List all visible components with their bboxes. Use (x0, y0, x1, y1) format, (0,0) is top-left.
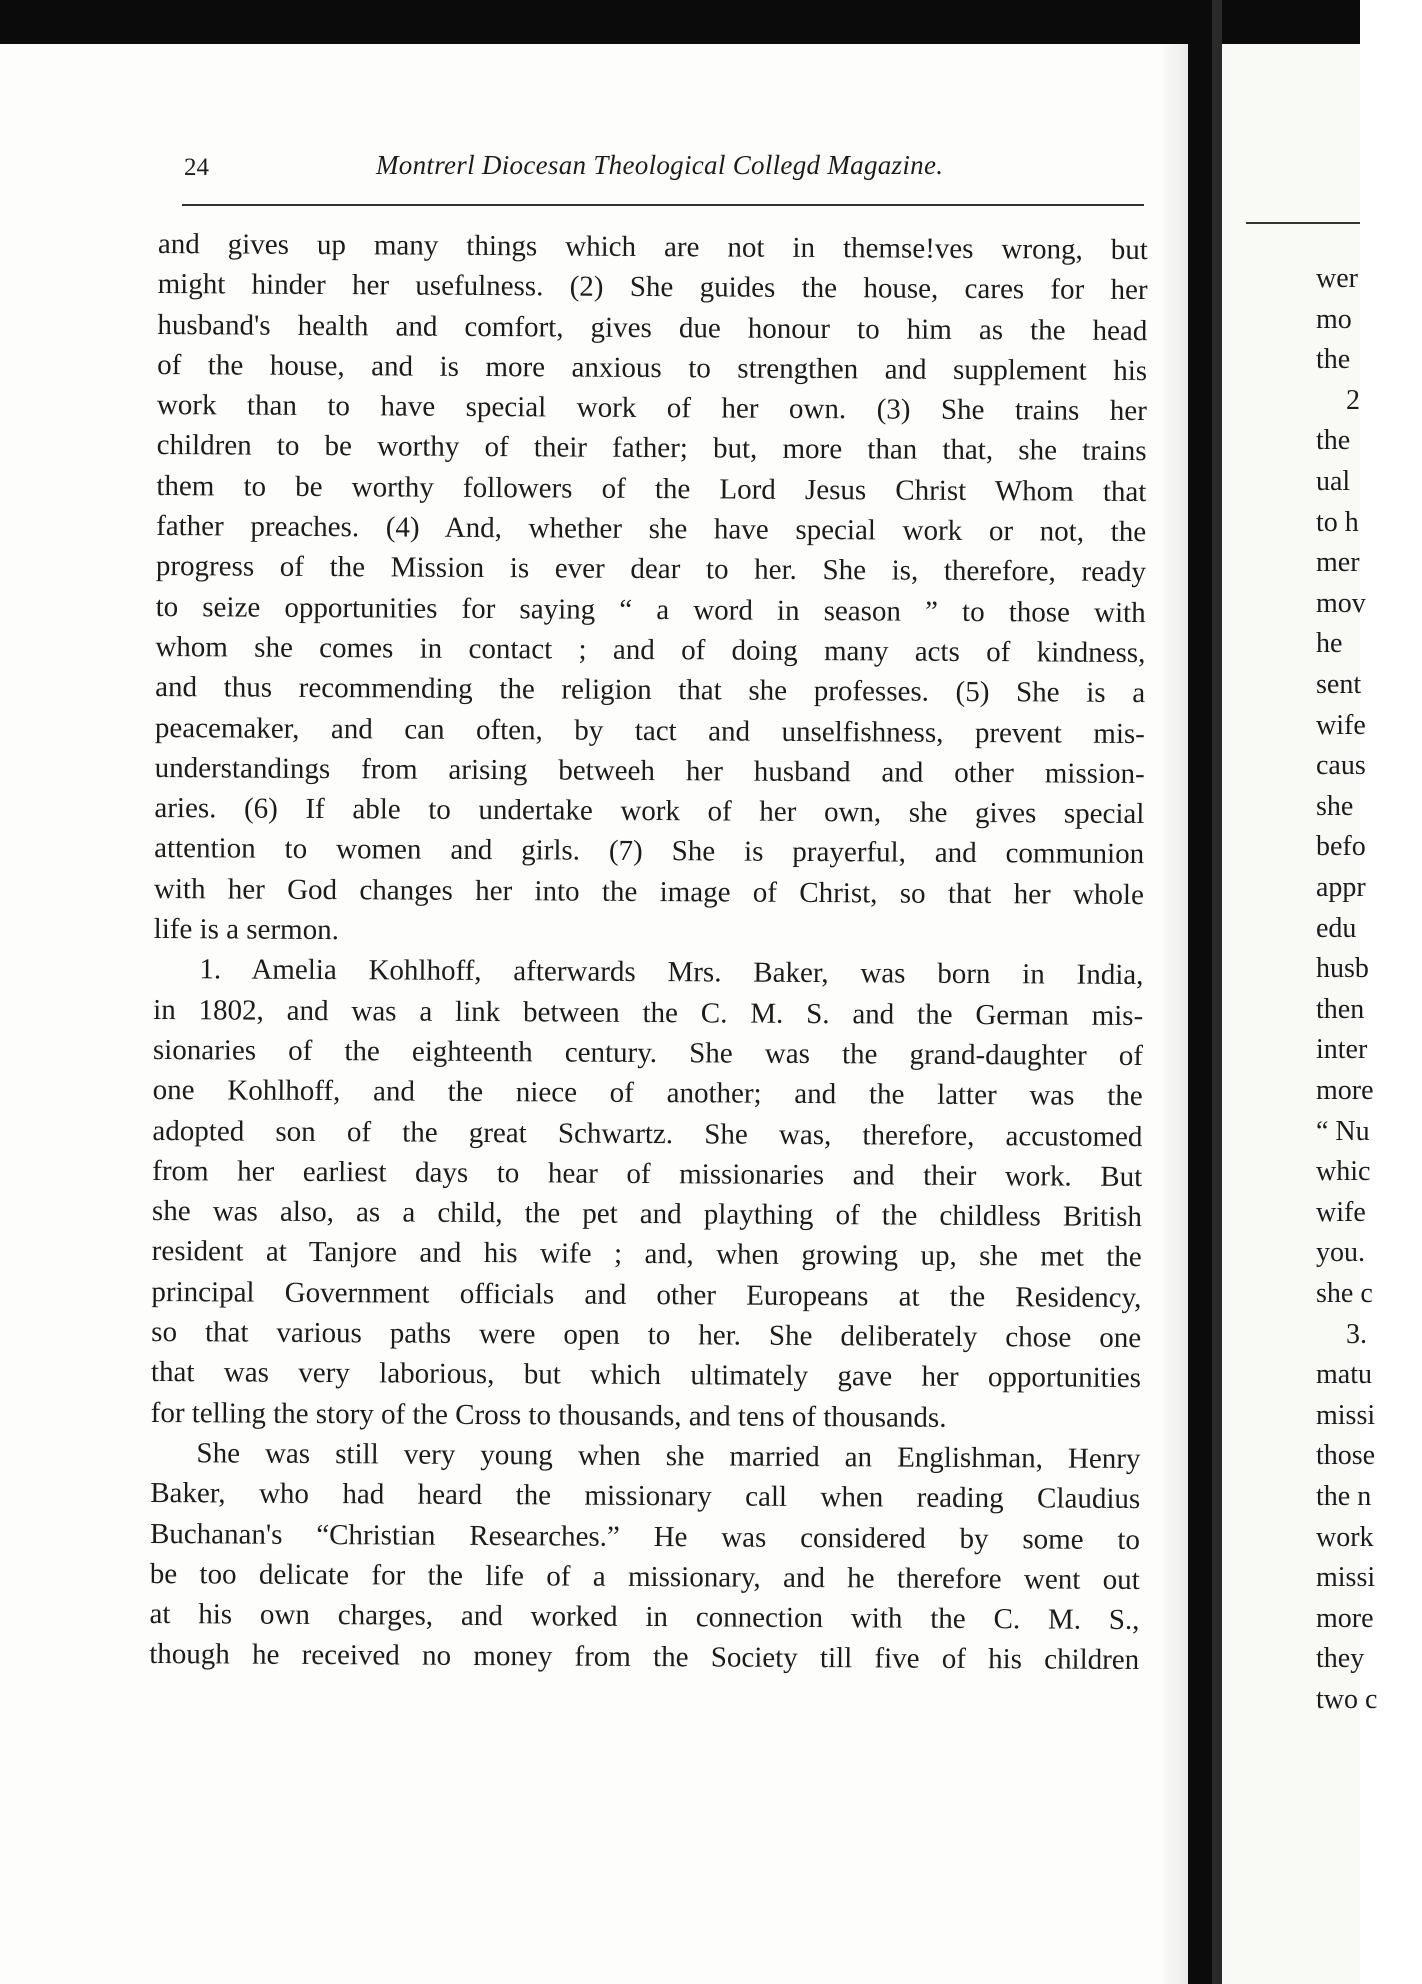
text-line: one Kohlhoff, and the niece of another; and the latter was the (152, 1074, 1143, 1113)
facing-page-line: mov (1316, 587, 1366, 619)
facing-page-line: 3. (1346, 1318, 1367, 1350)
text-line: father preaches. (4) And, whether she have special work or not, the (156, 510, 1147, 549)
text-line: she was also, as a child, the pet and plaything of the childless British (151, 1195, 1143, 1234)
body-text (149, 224, 1148, 1681)
facing-page-line: the (1316, 344, 1351, 376)
facing-page-line: appr (1316, 872, 1366, 903)
facing-page-line: to h (1316, 506, 1359, 538)
facing-page-line: missi (1316, 1399, 1376, 1431)
page-gutter-shadow (1160, 44, 1188, 1984)
facing-page-line: mo (1316, 303, 1352, 335)
facing-page-line: missi (1316, 1562, 1376, 1594)
text-line: resident at Tanjore and his wife ; and, when growing up, she met the (151, 1235, 1142, 1274)
facing-page-line: edu (1316, 912, 1357, 944)
facing-page-line: more (1316, 1075, 1374, 1106)
scan-gutter-dark (1188, 0, 1212, 1984)
text-line: aries. (6) If able to undertake work of her own, she gives special (154, 792, 1145, 831)
page-header (180, 150, 1140, 190)
facing-page-line: work (1316, 1521, 1374, 1553)
page-number: 24 (184, 154, 209, 181)
text-line: to seize opportunities for saying “ a word in season ” to those with (155, 590, 1146, 629)
facing-page-line: the (1316, 425, 1351, 457)
text-line: understandings from arising betweeh her husband and other mission- (154, 751, 1145, 790)
facing-page-line: husb (1316, 953, 1369, 985)
text-line: and thus recommending the religion that she professes. (5) She is a (155, 671, 1146, 710)
text-line: and gives up many things which are not in themse!ves wrong, but (157, 227, 1148, 267)
text-line: sionaries of the eighteenth century. She was the grand-daughter of (152, 1033, 1144, 1072)
facing-page-line: wer (1316, 263, 1358, 294)
facing-page-line: mer (1316, 547, 1360, 579)
facing-page-line: she c (1316, 1278, 1373, 1309)
facing-page-line: inter (1316, 1034, 1368, 1066)
facing-header-rule (1246, 222, 1360, 224)
text-line: from her earliest days to hear of missionaries and their work. But (152, 1154, 1143, 1193)
text-line: husband's health and comfort, gives due honour to him as the head (157, 308, 1148, 347)
text-line: with her God changes her into the image of Christ, so that her whole (153, 872, 1145, 911)
facing-page-line: 2 (1346, 384, 1360, 416)
text-line: work than to have special work of her own. (3) She trains her (156, 389, 1147, 428)
text-line: might hinder her usefulness. (2) She guides the house, cares for her (157, 268, 1148, 307)
text-line: them to be worthy followers of the Lord Jesus Christ Whom that (156, 469, 1147, 508)
text-line: in 1802, and was a link between the C. M. S. and the German mis- (153, 993, 1144, 1032)
facing-page-fragment (1222, 44, 1378, 1984)
text-line: Buchanan's “Christian Researches.” He was considered by some to (149, 1517, 1141, 1556)
facing-page-line: he (1316, 628, 1343, 660)
text-line: adopted son of the great Schwartz. She was, therefore, accustomed (152, 1114, 1143, 1153)
facing-page-line: those (1316, 1440, 1376, 1472)
scan-border-top (0, 0, 1360, 44)
facing-page-line: then (1316, 993, 1365, 1025)
text-line: at his own charges, and worked in connection with the C. M. S., (149, 1598, 1140, 1637)
paragraph-end-line: for telling the story of the Cross to thousands, and tens of thousands. (150, 1396, 947, 1434)
text-line: attention to women and girls. (7) She is prayerful, and communion (154, 832, 1145, 871)
text-line: of the house, and is more anxious to strengthen and supplement his (157, 348, 1148, 387)
facing-page-line: two c (1316, 1684, 1378, 1715)
paragraph-end-line: life is a sermon. (153, 913, 340, 947)
facing-page-line: you. (1316, 1237, 1365, 1269)
text-line: children to be worthy of their father; but, more than that, she trains (156, 429, 1147, 468)
text-line: progress of the Mission is ever dear to her. She is, therefore, ready (155, 550, 1146, 589)
scan-gutter-edge (1212, 0, 1222, 1984)
facing-page-line: she (1316, 790, 1354, 822)
facing-page-line: ual (1316, 466, 1351, 497)
facing-page-line: matu (1316, 1359, 1372, 1391)
facing-page-line: the n (1316, 1481, 1372, 1512)
facing-page-line: they (1316, 1643, 1365, 1675)
facing-page-line: wife (1316, 1196, 1366, 1228)
text-line: principal Government officials and other Europeans at the Residency, (151, 1275, 1142, 1314)
paragraph-start-line: She was still very young when she married an Englishman, Henry (196, 1437, 1141, 1475)
running-title: Montrerl Diocesan Theological Collegd Magazine. (376, 150, 944, 180)
text-line: be too delicate for the life of a missionary, and he therefore went out (149, 1557, 1140, 1596)
text-line: peacemaker, and can often, by tact and unselfishness, prevent mis- (154, 711, 1146, 750)
text-line: Baker, who had heard the missionary call when reading Claudius (150, 1477, 1141, 1516)
facing-page-line: sent (1316, 669, 1362, 700)
facing-page-line: “ Nu (1316, 1115, 1370, 1147)
text-line: though he received no money from the Society till five of his children (149, 1638, 1140, 1677)
text-line: that was very laborious, but which ultimately gave her opportunities (150, 1356, 1142, 1395)
facing-page-line: caus (1316, 750, 1366, 782)
paragraph-start-line: 1. Amelia Kohlhoff, afterwards Mrs. Baker, was born in India, (199, 953, 1144, 992)
header-rule (182, 204, 1144, 206)
facing-page-line: wife (1316, 709, 1366, 741)
facing-page-line: befo (1316, 831, 1366, 863)
text-line: so that various paths were open to her. She deliberately chose one (151, 1315, 1142, 1355)
text-line: whom she comes in contact ; and of doing many acts of kindness, (155, 630, 1146, 670)
facing-page-line: more (1316, 1602, 1374, 1634)
facing-page-line: whic (1316, 1156, 1371, 1188)
